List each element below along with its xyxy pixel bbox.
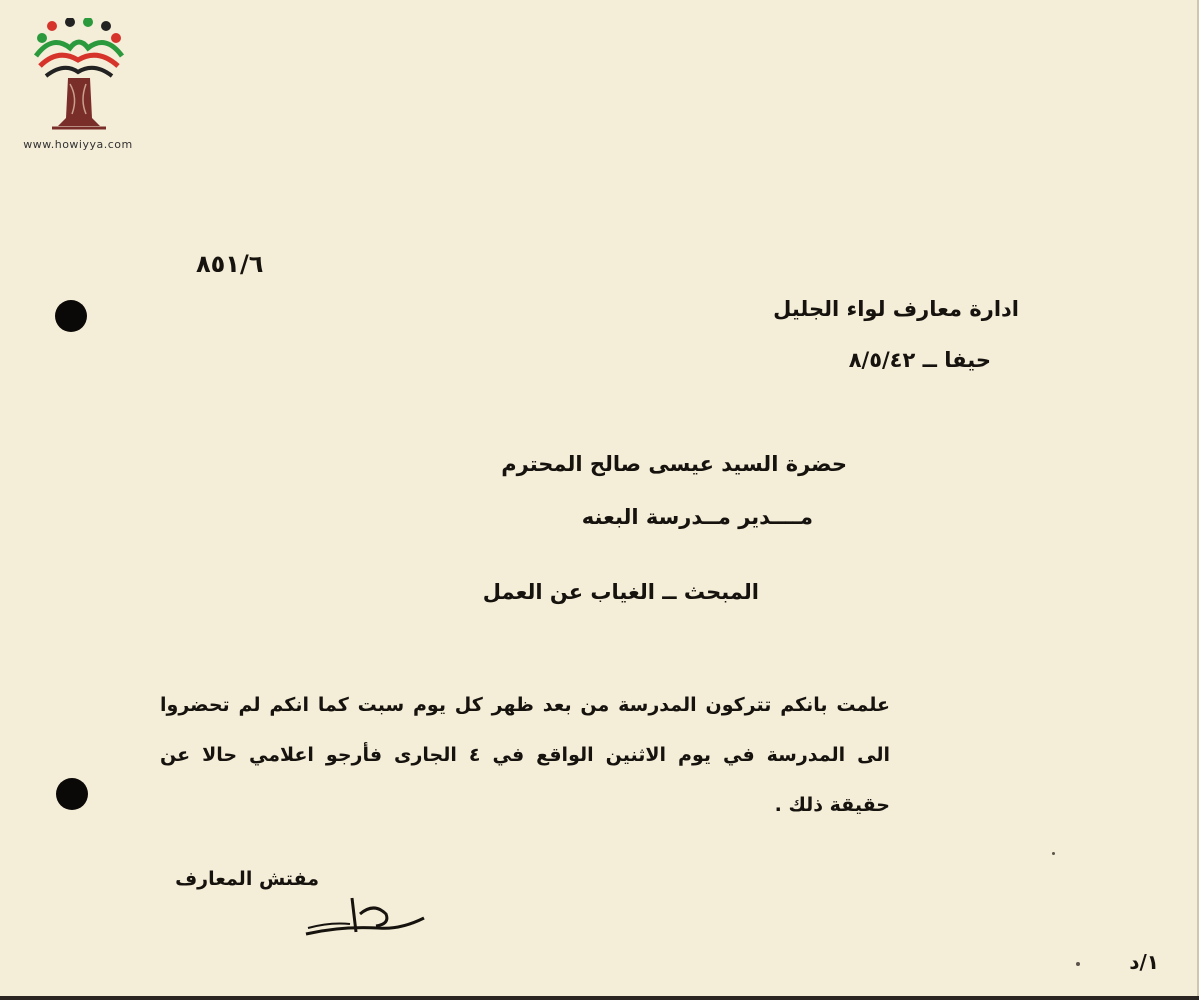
page-label: ١/د bbox=[1129, 950, 1159, 974]
logo-website-url: www.howiyya.com bbox=[23, 138, 133, 151]
sender-department: ادارة معارف لواء الجليل bbox=[773, 297, 1019, 321]
punch-hole-top bbox=[55, 300, 87, 332]
recipient-name: حضرة السيد عيسى صالح المحترم bbox=[501, 452, 847, 476]
punch-hole-bottom bbox=[56, 778, 88, 810]
letter-subject: المبحث ــ الغياب عن العمل bbox=[482, 580, 759, 604]
tree-logo-icon bbox=[22, 18, 132, 136]
sender-date: حيفا ــ ٨/٥/٤٢ bbox=[848, 348, 991, 372]
signature-title: مفتش المعارف bbox=[175, 868, 319, 890]
howiyya-logo bbox=[14, 18, 142, 158]
paper-speck bbox=[1052, 852, 1055, 855]
paper-speck bbox=[1076, 962, 1080, 966]
page-edge-bottom bbox=[0, 996, 1199, 1000]
letter-body: علمت بانكم تتركون المدرسة من بعد ظهر كل يوم سبت كما انكم لم تحضروا الى المدرسة في يوم الاثنين الواقع في ٤ الجارى فأرجو اعلامي حالا عن حقيقة ذلك . bbox=[160, 694, 891, 816]
recipient-title: مــــدير مــدرسة البعنه bbox=[581, 505, 813, 529]
handwritten-signature bbox=[300, 892, 430, 942]
reference-number: ٨٥١/٦ bbox=[196, 250, 264, 278]
